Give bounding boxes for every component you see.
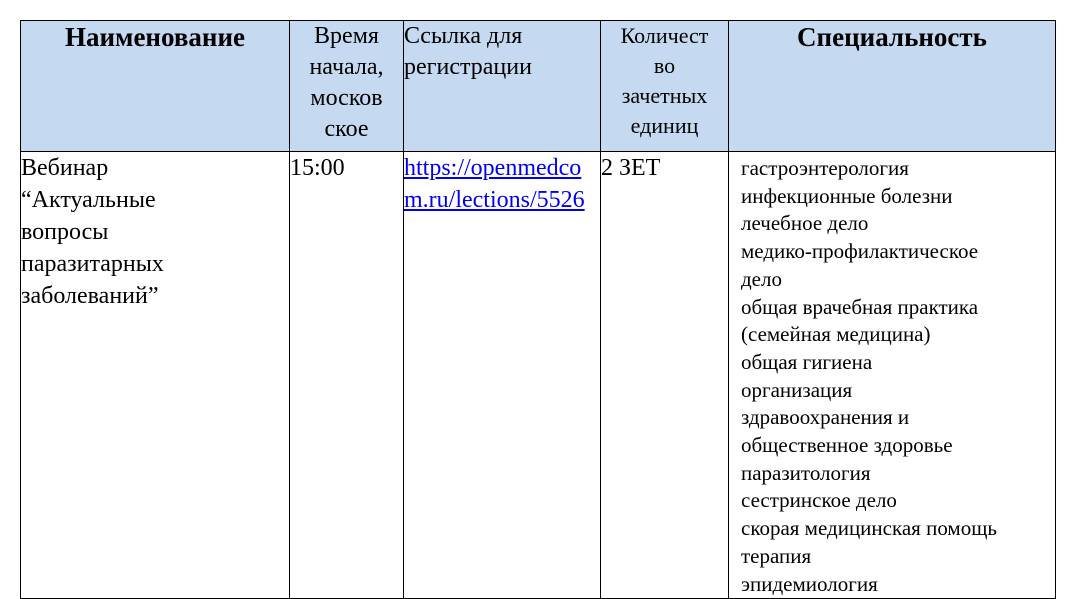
table-row (21, 152, 1056, 599)
registration-link-cell (404, 152, 601, 599)
list-item: общая врачебная практика (741, 294, 979, 319)
list-item: лечебное дело (741, 211, 869, 236)
list-item: инфекционные болезни (741, 183, 953, 208)
header-row (21, 21, 1056, 152)
list-item: дело (741, 266, 782, 291)
list-item: паразитология (741, 460, 871, 485)
registration-link[interactable]: https://openmedcom.ru/lections/5526 (404, 155, 585, 213)
list-item: гастроэнтерология (741, 156, 909, 180)
header-specialty: Специальность (729, 21, 1056, 152)
list-item: здравоохранения и (741, 405, 910, 430)
list-item: (семейная медицина) (741, 322, 931, 347)
webinar-name: Вебинар “Актуальные вопросы паразитарных заболеваний” (21, 152, 290, 599)
list-item: скорая медицинская помощь (741, 516, 997, 541)
list-item: эпидемиология (741, 571, 878, 596)
list-item: организация (741, 377, 853, 402)
header-credits: Количест во зачетных единиц (601, 21, 729, 152)
list-item: общая гигиена (741, 349, 873, 374)
list-item: сестринское дело (741, 488, 897, 513)
webinar-table (20, 20, 1056, 599)
credits: 2 ЗЕТ (601, 152, 729, 599)
header-name: Наименование (21, 21, 290, 152)
header-start-time: Время начала, москов ское (290, 21, 404, 152)
list-item: общественное здоровье (741, 433, 953, 458)
specialty-cell (729, 152, 1056, 599)
list-item: медико-профилактическое (741, 239, 979, 264)
list-item: терапия (741, 543, 812, 568)
specialty-list (729, 152, 1055, 598)
header-registration-link: Ссылка для регистрации (404, 21, 601, 152)
start-time: 15:00 (290, 152, 404, 599)
